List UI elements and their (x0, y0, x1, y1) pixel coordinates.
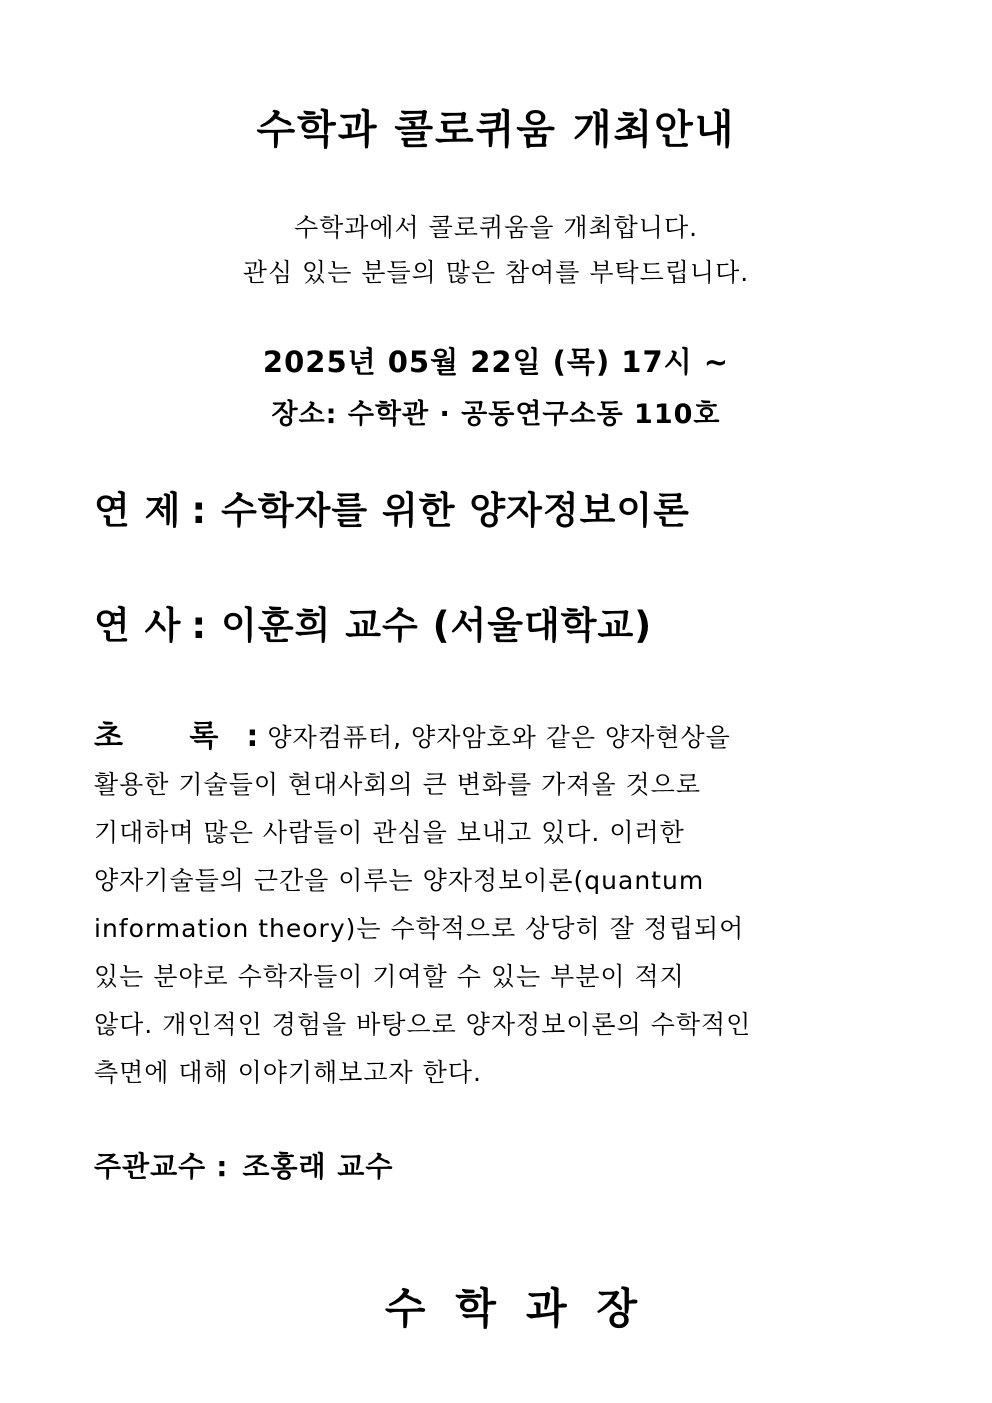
host-label: 주관교수 (94, 1150, 207, 1183)
event-location: 장소: 수학관 · 공동연구소동 110호 (271, 399, 721, 430)
abstract-line: 활용한 기술들이 현대사회의 큰 변화를 가져올 것으로 (94, 770, 701, 799)
abstract-separator: : (246, 719, 260, 754)
abstract-text: 양자컴퓨터, 양자암호와 같은 양자현상을 (267, 723, 731, 752)
abstract-line: 있는 분야로 수학자들이 기여할 수 있는 부분이 적지 (94, 962, 685, 991)
abstract-label: 초 록 (94, 719, 247, 754)
host-row (94, 1145, 393, 1185)
abstract-line: information theory)는 수학적으로 상당히 잘 정립되어 (94, 914, 745, 943)
speaker-separator: : (191, 604, 208, 647)
topic-label: 연 제 (94, 489, 182, 532)
abstract-line: 않다. 개인적인 경험을 바탕으로 양자정보이론의 수학적인 (94, 1010, 752, 1039)
intro-line-2: 관심 있는 분들의 많은 참여를 부탁드립니다. (242, 258, 750, 287)
host-value: 조홍래 교수 (242, 1150, 394, 1183)
speaker-label: 연 사 (94, 604, 182, 647)
notice-title: 수학과 콜로퀴움 개최안내 (256, 107, 736, 153)
abstract-block (94, 713, 914, 1097)
abstract-line: 측면에 대해 이야기해보고자 한다. (94, 1058, 482, 1087)
topic-separator: : (191, 489, 208, 532)
speaker-value: 이훈희 교수 (서울대학교) (221, 604, 653, 647)
abstract-line: 양자기술들의 근간을 이루는 양자정보이론(quantum (94, 866, 705, 895)
speaker-row (94, 595, 652, 649)
department-signature: 수학과장 (384, 1284, 668, 1333)
abstract-line (94, 713, 914, 761)
intro-line-1: 수학과에서 콜로퀴움을 개최합니다. (293, 213, 699, 242)
host-separator: : (216, 1150, 229, 1183)
topic-row (94, 480, 690, 534)
event-datetime: 2025년 05월 22일 (목) 17시 ~ (262, 345, 730, 379)
topic-value: 수학자를 위한 양자정보이론 (221, 489, 690, 532)
abstract-line: 기대하며 많은 사람들이 관심을 보내고 있다. 이러한 (94, 818, 685, 847)
